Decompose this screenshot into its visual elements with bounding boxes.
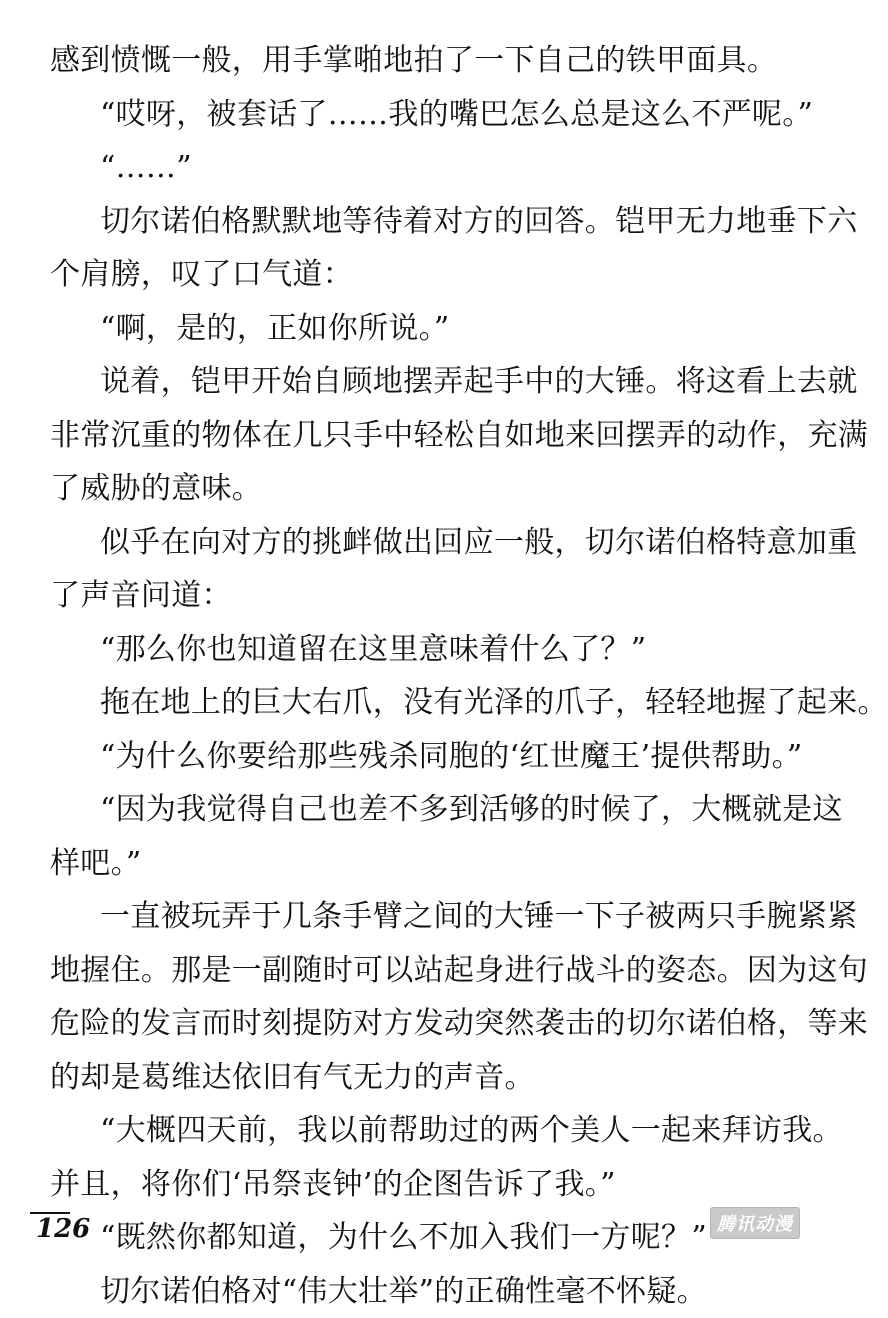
text-line: “大概四天前，我以前帮助过的两个美人一起来拜访我。 <box>50 1104 772 1158</box>
text-line: 切尔诺伯格默默地等待着对方的回答。铠甲无力地垂下六 <box>50 195 772 249</box>
text-line: 似乎在向对方的挑衅做出回应一般，切尔诺伯格特意加重 <box>50 516 772 570</box>
body-text <box>50 34 772 1318</box>
text-line: 切尔诺伯格对“伟大壮举”的正确性毫不怀疑。 <box>50 1265 772 1318</box>
watermark-logo: 腾讯动漫 <box>710 1207 800 1239</box>
text-line: 了威胁的意味。 <box>50 462 772 516</box>
text-line: “那么你也知道留在这里意味着什么了？” <box>50 623 772 677</box>
text-line: “因为我觉得自己也差不多到活够的时候了，大概就是这 <box>50 783 772 837</box>
text-line: 了声音问道： <box>50 569 772 623</box>
text-line: “……” <box>50 141 772 195</box>
text-line: 感到愤慨一般，用手掌啪地拍了一下自己的铁甲面具。 <box>50 34 772 88</box>
text-line: 说着，铠甲开始自顾地摆弄起手中的大锤。将这看上去就 <box>50 355 772 409</box>
text-line: 一直被玩弄于几条手臂之间的大锤一下子被两只手腕紧紧 <box>50 890 772 944</box>
text-line: 拖在地上的巨大右爪，没有光泽的爪子，轻轻地握了起来。 <box>50 676 772 730</box>
text-line: “啊，是的，正如你所说。” <box>50 302 772 356</box>
text-line: “既然你都知道，为什么不加入我们一方呢？” <box>50 1211 772 1265</box>
text-line: 个肩膀，叹了口气道： <box>50 248 772 302</box>
page-number: 126 <box>36 1214 90 1244</box>
text-line: “哎呀，被套话了……我的嘴巴怎么总是这么不严呢。” <box>50 88 772 142</box>
text-line: 并且，将你们‘吊祭丧钟’的企图告诉了我。” <box>50 1158 772 1212</box>
text-line: 地握住。那是一副随时可以站起身进行战斗的姿态。因为这句 <box>50 944 772 998</box>
text-line: 的却是葛维达依旧有气无力的声音。 <box>50 1051 772 1105</box>
text-line: 样吧。” <box>50 837 772 891</box>
text-line: 危险的发言而时刻提防对方发动突然袭击的切尔诺伯格，等来 <box>50 997 772 1051</box>
text-line: “为什么你要给那些残杀同胞的‘红世魔王’提供帮助。” <box>50 730 772 784</box>
text-line: 非常沉重的物体在几只手中轻松自如地来回摆弄的动作，充满 <box>50 409 772 463</box>
